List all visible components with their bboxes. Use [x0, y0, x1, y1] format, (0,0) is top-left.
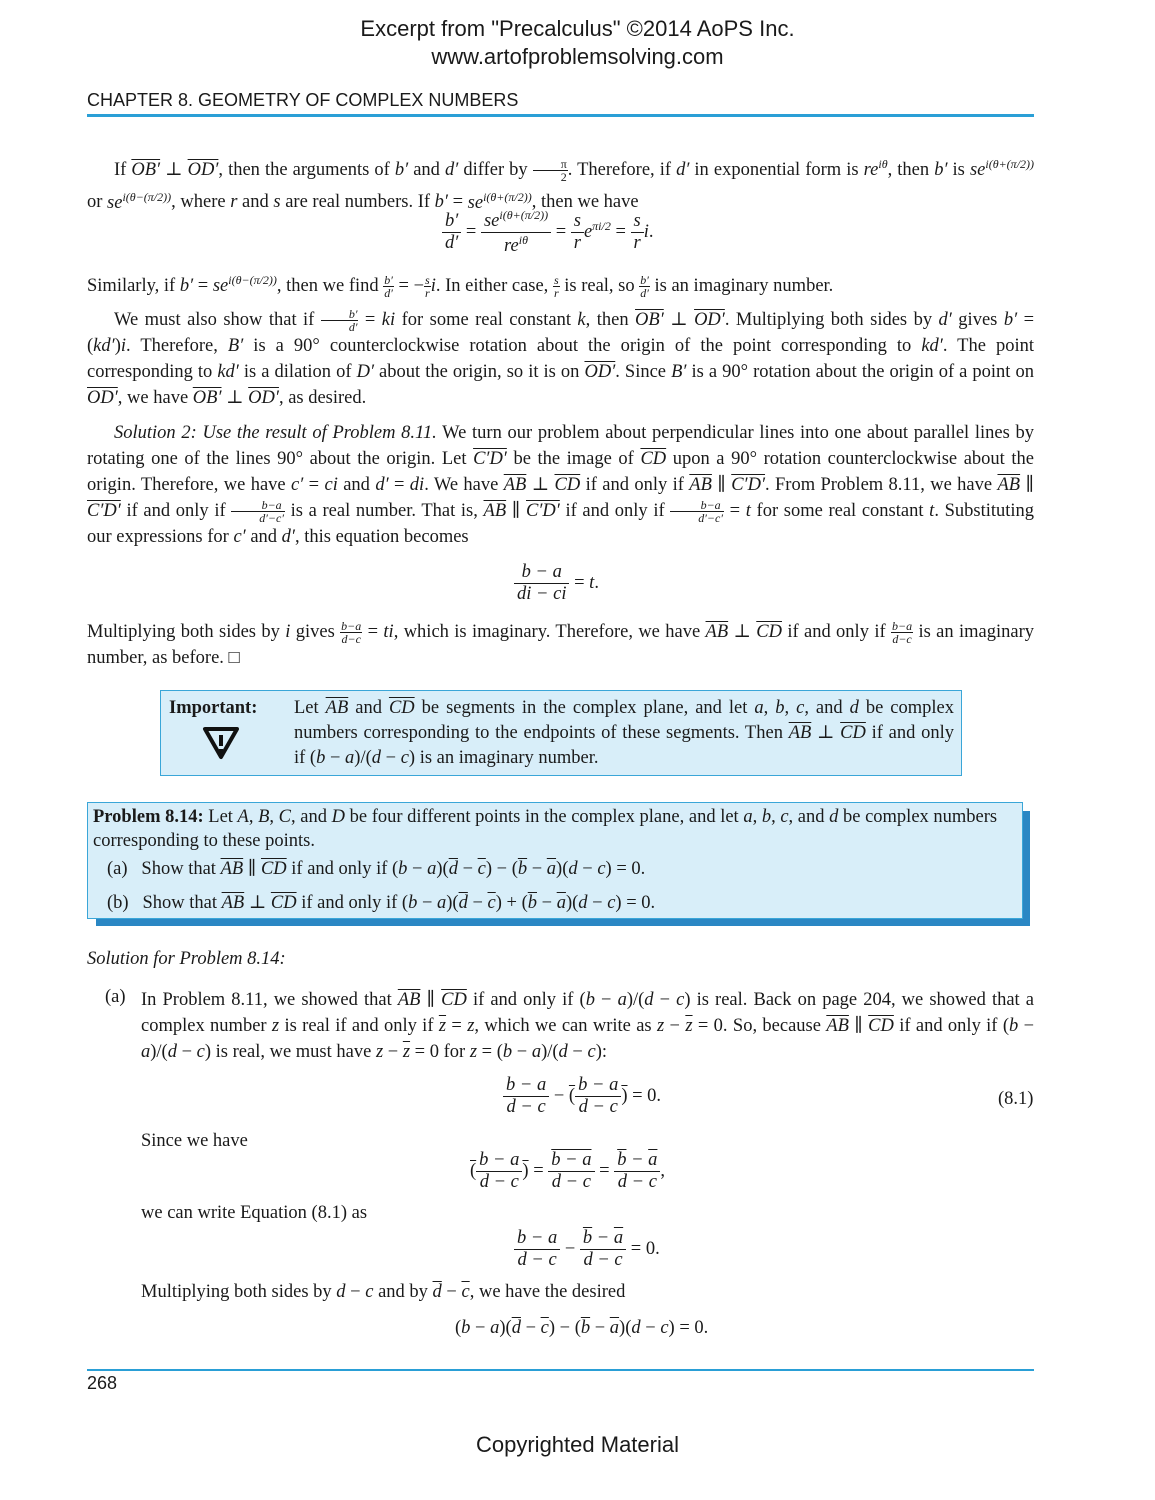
- footer-rule: [87, 1369, 1034, 1371]
- paragraph: Multiplying both sides by i gives $\frac{b-a}{d-c}$ = ti, which is imaginary. Therefore, we have $\overline{AB}$ ⊥ $\overline{CD}$ if and only if $\frac{b-a}{d-c}$ is an imaginary number, as before. □: [87, 619, 1034, 669]
- equation: $\frac{b'}{d'}$ = $\frac{se^{i(\theta+(\pi/2))}}{re^{i\theta}}$ = $\frac{s}{r}$ $e^{\pi i/2}$ = $\frac{s}{r}$ i.: [442, 208, 654, 257]
- important-label: Important:: [169, 698, 258, 718]
- important-box: [160, 690, 962, 776]
- text-line: we can write Equation (8.1) as: [141, 1203, 368, 1223]
- equation: $\frac{b - a}{di - ci}$ = t.: [514, 562, 599, 605]
- chapter-title: CHAPTER 8. GEOMETRY OF COMPLEX NUMBERS: [87, 90, 519, 110]
- problem-statement: [93, 805, 1013, 853]
- equation: $\frac{b - a}{d - c}$ − $\frac{\overline{b} - \overline{a}}{\overline{d} - \overline{c}}$ = 0.: [514, 1228, 660, 1271]
- problem-part-a: (a) Show that $\overline{AB}$ ∥ $\overline{CD}$ if and only if $(b - a)(\overline{d} - \overline{c}) - (\overline{b} - \overline{a})(d - c) = 0$.: [107, 859, 646, 879]
- text-line: Since we have: [141, 1131, 248, 1151]
- website-header: www.artofproblemsolving.com: [431, 44, 724, 69]
- paragraph: If OB′ ⊥ OD′, then the arguments of b′ and d′ differ by $\frac{\pi}{2}$ . Therefore, if d′ in exponential form is $re^{i\theta}$, then b′ is $se^{i(\theta+(\pi/2))}$ or $se^{i(\theta-(\pi/2))}$, where r and s are real numbers. If $b' = se^{i(\theta+(\pi/2))}$, then we have: [87, 157, 1035, 213]
- paragraph: Solution 2: Use the result of Problem 8.11. We turn our problem about perpendicular lines into one about parallel lines by rotating one of the lines 90° about the origin. Let C′D′ be the image of $\overline{CD}$ upon a 90° rotation counterclockwise about the origin. Therefore, we have c′ = ci and d′ = di. We have $\overline{AB}$ ⊥ $\overline{CD}$ if and only if $\overline{AB}$ ∥ C′D′. From Problem 8.11, we have $\overline{AB}$ ∥ C′D′ if and only if $\frac{b-a}{d'-c'}$ is a real number. That is, $\overline{AB}$ ∥ C′D′ if and only if $\frac{b-a}{d'-c'}$ = t for some real constant t. Substituting our expressions for c′ and d′, this equation becomes: [87, 423, 1035, 548]
- equation: $\frac{b - a}{d - c}$ − ( $\frac{b - a}{d - c}$ ) = 0.: [503, 1075, 661, 1118]
- paragraph: Similarly, if $b' = se^{i(\theta-(\pi/2))}$, then we find $\frac{b'}{d'}$ = − $\frac{s}{r}$ i. In either case, $\frac{s}{r}$ is real, so $\frac{b'}{d'}$ is an imaginary number.: [87, 273, 834, 301]
- paragraph: In Problem 8.11, we showed that $\overline{AB}$ ∥ $\overline{CD}$ if and only if (b − a)/(d − c) is real. Back on page 204, we showed that a complex number z is real if and only if $\overline{z} = z$, which we can write as $z - \overline{z} = 0$. So, because $\overline{AB}$ ∥ $\overline{CD}$ if and only if (b − a)/(d − c) is real, we must have $z - \overline{z} = 0$ for z = (b − a)/(d − c):: [141, 990, 1035, 1062]
- problem-box: [87, 802, 1023, 919]
- text-line: Multiplying both sides by d − c and by $\overline{d} - \overline{c}$, we have the desired: [141, 1282, 626, 1302]
- problem-statement-text: Let A, B, C, and D be four different points in the complex plane, and let a, b, c, and d be complex numbers corresponding to these points.: [93, 807, 998, 851]
- problem-part-b: (b) Show that $\overline{AB}$ ⊥ $\overline{CD}$ if and only if $(b - a)(\overline{d} - \overline{c}) + (\overline{b} - \overline{a})(d - c) = 0$.: [107, 893, 656, 913]
- solution-heading: Solution for Problem 8.14:: [87, 949, 286, 969]
- equation: ( $\frac{b - a}{d - c}$ ) = $\frac{b - a}{d - c}$ = $\frac{\overline{b} - \overline{a}}{\overline{d} - \overline{c}}$ ,: [470, 1150, 666, 1192]
- equation: $(b - a)(\overline{d} - \overline{c}) - (\overline{b} - \overline{a})(d - c) = 0$.: [455, 1318, 709, 1338]
- warning-triangle-icon: [201, 725, 241, 766]
- header-rule: [87, 114, 1034, 117]
- paragraph: We must also show that if $\frac{b'}{d'}$ = ki for some real constant k, then OB′ ⊥ OD′. Multiplying both sides by d′ gives b′ = (kd′)i. Therefore, B′ is a 90° counterclockwise rotation about the origin of the point corresponding to kd′. The point corresponding to kd′ is a dilation of D′ about the origin, so it is on OD′. Since B′ is a 90° rotation about the origin of a point on OD′, we have OB′ ⊥ OD′, as desired.: [87, 307, 1034, 409]
- important-text: Let $\overline{AB}$ and $\overline{CD}$ be segments in the complex plane, and let a, b, c, and d be complex numbers corresponding to the endpoints of these segments. Then $\overline{AB}$ ⊥ $\overline{CD}$ if and only if (b − a)/(d − c) is an imaginary number.: [294, 698, 955, 768]
- equation-number: (8.1): [998, 1089, 1034, 1109]
- excerpt-header: Excerpt from "Precalculus" ©2014 AoPS Inc.: [360, 16, 795, 41]
- problem-label: Problem 8.14:: [93, 807, 204, 827]
- page-number: 268: [87, 1373, 118, 1393]
- part-a-label: (a): [105, 987, 126, 1007]
- copyright-footer: Copyrighted Material: [476, 1432, 679, 1457]
